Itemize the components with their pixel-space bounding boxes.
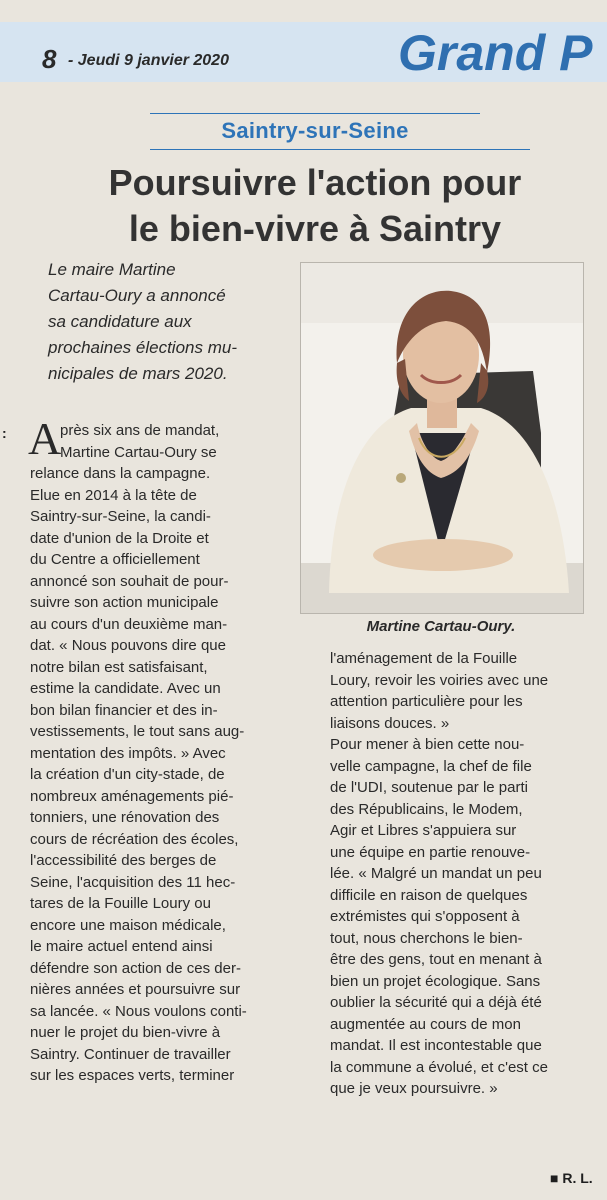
body-line: cours de récréation des écoles, (30, 830, 239, 848)
body-line: Martine Cartau-Oury se (60, 443, 217, 461)
body-line: tares de la Fouille Loury ou (30, 895, 211, 912)
body-line: liaisons douces. » (330, 714, 450, 732)
body-line: nières années et poursuivre sur (30, 981, 241, 998)
article-headline (60, 160, 570, 252)
section-title: Grand P (398, 25, 593, 81)
article-kicker: Saintry-sur-Seine (221, 118, 409, 143)
candidate-photo (300, 262, 584, 614)
body-line: tonniers, une rénovation des (30, 809, 220, 826)
article-lead (48, 257, 288, 387)
headline-line: le bien-vivre à Saintry (128, 208, 502, 249)
body-line: augmentée au cours de mon (330, 1015, 521, 1033)
body-line: être des gens, tout en menant à (330, 951, 542, 968)
body-line: bon bilan financier et des in- (30, 701, 218, 719)
body-line: Elue en 2014 à la tête de (30, 486, 197, 504)
body-line: suivre son action municipale (30, 594, 219, 611)
body-line: bien un projet écologique. Sans (330, 972, 541, 990)
kicker-rule-bottom (150, 149, 530, 150)
body-line: près six ans de mandat, (60, 422, 220, 439)
body-line: sa lancée. « Nous voulons conti- (30, 1002, 247, 1020)
body-line: Loury, revoir les voiries avec une (330, 671, 549, 689)
body-line: Seine, l'acquisition des 11 hec- (30, 873, 236, 891)
lead-line: sa candidature aux (48, 312, 192, 331)
body-line: que je veux poursuivre. » (330, 1080, 498, 1097)
page-number: 8 (42, 44, 57, 74)
body-line: nombreux aménagements pié- (30, 787, 234, 805)
author-signature: ■ R. L. (550, 1170, 593, 1186)
body-line: lée. « Malgré un mandat un peu (330, 865, 542, 882)
body-line: Pour mener à bien cette nou- (330, 736, 525, 753)
body-line: date d'union de la Droite et (30, 529, 209, 547)
body-line: Saintry. Continuer de travailler (30, 1045, 231, 1063)
margin-mark: : (2, 425, 7, 441)
body-line: annoncé son souhait de pour- (30, 572, 229, 590)
kicker-rule-top (150, 113, 480, 114)
body-line: mentation des impôts. » Avec (30, 744, 226, 762)
body-line: une équipe en partie renouve- (330, 843, 531, 861)
body-line: au cours d'un deuxième man- (30, 615, 228, 633)
body-line: sur les espaces verts, terminer (30, 1067, 235, 1084)
body-line: notre bilan est satisfaisant, (30, 658, 208, 676)
body-line: Agir et Libres s'appuiera sur (330, 822, 517, 839)
article-column-2 (330, 648, 600, 1100)
body-line: la commune a évolué, et c'est ce (330, 1058, 548, 1076)
body-line: estime la candidate. Avec un (30, 680, 221, 697)
body-line: oublier la sécurité qui a déjà été (330, 994, 542, 1011)
body-line: Saintry-sur-Seine, la candi- (30, 508, 211, 525)
body-line: la création d'un city-stade, de (30, 766, 225, 783)
body-line: dat. « Nous pouvons dire que (30, 637, 226, 654)
body-line: velle campagne, la chef de file (330, 757, 532, 775)
body-line: l'aménagement de la Fouille (330, 650, 518, 667)
body-line: des Républicains, le Modem, (330, 800, 523, 818)
body-line: mandat. Il est incontestable que (330, 1037, 542, 1054)
body-line: le maire actuel entend ainsi (30, 938, 213, 955)
body-line: attention particulière pour les (330, 693, 523, 710)
body-line: difficile en raison de quelques (330, 886, 528, 904)
headline-line: Poursuivre l'action pour (108, 162, 522, 203)
lead-line: prochaines élections mu- (48, 338, 237, 357)
photo-caption: Martine Cartau-Oury. (366, 618, 516, 635)
lead-line: Le maire Martine (48, 260, 176, 279)
body-line: défendre son action de ces der- (30, 959, 241, 977)
portrait-illustration (301, 263, 583, 613)
body-line: nuer le projet du bien-vivre à (30, 1024, 221, 1041)
body-line: extrémistes qui s'opposent à (330, 908, 520, 925)
body-line: encore une maison médicale, (30, 916, 226, 934)
issue-date: - Jeudi 9 janvier 2020 (68, 52, 229, 69)
body-line: vestissements, le tout sans aug- (30, 723, 245, 740)
article-column-1 (28, 413, 300, 1087)
body-line: relance dans la campagne. (30, 465, 211, 482)
lead-line: Cartau-Oury a annoncé (48, 286, 226, 305)
body-line: tout, nous cherchons le bien- (330, 929, 523, 947)
drop-cap: A (28, 413, 62, 464)
body-line: de l'UDI, soutenue par le parti (330, 779, 528, 796)
lead-line: nicipales de mars 2020. (48, 364, 228, 383)
body-line: du Centre a officiellement (30, 551, 200, 568)
body-line: l'accessibilité des berges de (30, 852, 217, 869)
